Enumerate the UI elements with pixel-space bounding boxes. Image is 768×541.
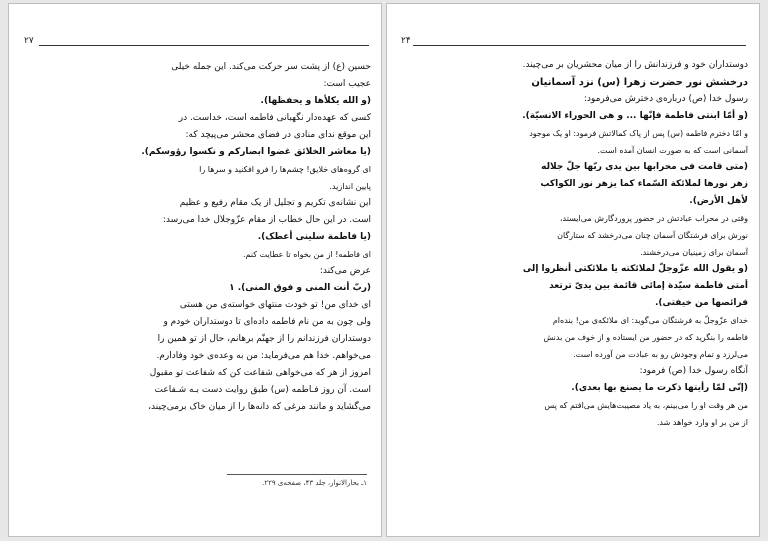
quote-line: (یا فاطمة سلینی أعطک). (257, 232, 371, 242)
text-line: رسول خدا (ص) درباره‌ی دخترش می‌فرمود: (583, 94, 748, 104)
left-header-rule (39, 45, 369, 46)
quote-line: (ربّ أنت المنی و فوق المنی). ۱ (229, 283, 371, 293)
translation-line: نورش برای فرشتگان آسمان چنان می‌درخشد که ستارگان (557, 231, 748, 240)
quote-line: لأهل الأرض). (689, 196, 748, 206)
text-line: حسین (ع) از پشت سر حرکت می‌کند. این جمله خیلی (171, 62, 371, 72)
text-line: عجیب است: (323, 79, 371, 89)
translation-line: من هر وقت او را می‌بینم، به یاد مصیبت‌هایش می‌افتم که پس (544, 401, 748, 410)
text-line: دوستداران فرزندانم را از جهنّم برهانم، حال از تو همین را (157, 334, 371, 344)
text-line: ای خدای من! تو خودت منتهای خواسته‌ی من هستی (179, 300, 371, 310)
text-line: می‌خواهم. خدا هم می‌فرماید: من به وعده‌ی خود وفادارم. (156, 351, 371, 361)
right-page-body (403, 57, 748, 431)
quote-line: فرائصها من خیفتی). (654, 298, 748, 308)
left-page-number: ۲۷ (24, 36, 34, 46)
translation-line: پایین اندازید. (329, 182, 371, 191)
text-line: می‌گشاید و مانند مرغی که دانه‌ها را از میان خاک برمی‌چیند، (148, 402, 371, 412)
footnote: ۱ـ بحارالانوار، جلد ۴۳، صفحه‌ی ۲۲۹. (262, 479, 367, 487)
text-line: امروز از هر که می‌خواهی شفاعت کن که شفاعت تو مقبول (149, 368, 371, 378)
quote-line: (و أمّا ابنتی فاطمة فإنّها ... و هی الحوراء الانسیّة). (522, 111, 748, 121)
translation-line: از من بر او وارد خواهد شد. (656, 418, 748, 427)
text-line: عرض می‌کند: (319, 266, 371, 276)
text-line: آنگاه رسول خدا (ص) فرمود: (639, 366, 748, 376)
text-line: کسی که عهده‌دار نگهبانی فاطمه است، خداست. در (178, 113, 371, 123)
translation-line: ای فاطمه! از من بخواه تا عطایت کنم. (242, 250, 371, 259)
quote-line: زهر نورها لملائکة السّماء کما یزهر نور الکواکب (540, 179, 748, 189)
right-page-number: ۲۴ (401, 36, 411, 46)
quote-line: (إنّی لمّا رأیتها ذکرت ما یصنع بها بعدی). (571, 383, 748, 393)
text-line: دوستداران خود و فرزندانش را از میان محشریان بر می‌چیند. (522, 60, 748, 70)
text-line: است. آن روز فـاطمه (س) طبق روایت دست بـه شـفاعت (154, 385, 371, 395)
translation-line: آسمانی است که به صورت انسان آمده است. (597, 146, 748, 155)
translation-line: و امّا دخترم فاطمه (س) پس از پاک کمالاتش فرمود: او یک موجود (529, 129, 748, 138)
right-header-rule (413, 45, 746, 46)
text-line: این نشانه‌ی تکریم و تجلیل از یک مقام رفیع و عظیم (179, 198, 371, 208)
translation-line: فاطمه را بنگرید که در حضور من ایستاده و از خوف من بدنش (543, 333, 748, 342)
left-page (8, 3, 382, 537)
right-page (386, 3, 760, 537)
left-page-body (29, 59, 371, 416)
translation-line: آسمان برای زمینیان می‌درخشند. (640, 248, 748, 257)
quote-line: (یا معاشر الخلائق غضوا ابصارکم و نکسوا رؤوسکم). (141, 147, 371, 157)
translation-line: خدای عزّوجلّ به فرشتگان می‌گوید: ای ملائکه‌ی من! بنده‌ام (552, 316, 748, 325)
quote-line: (و یقول الله عزّوجلّ لملائکته یا ملائکتی أنظروا إلی (522, 264, 748, 274)
translation-line: ای گروه‌های خلایق! چشم‌ها را فرو افکنید و سرها را (199, 165, 371, 174)
translation-line: می‌لرزد و تمام وجودش رو به عبادت من آورده است. (573, 350, 748, 359)
text-line: این موقع ندای منادی در فضای محشر می‌پیچد که: (185, 130, 371, 140)
quote-line: (متی قامت فی محرابها بین یدی ربّها جلّ جلاله (541, 162, 748, 172)
text-line: ولی چون به من نام فاطمه داده‌ای تا دوستداران خودم و (163, 317, 371, 327)
section-heading: درخشش نور حضرت زهرا (س) نزد آسمانیان (531, 77, 748, 88)
text-line: است. در این حال خطاب از مقام عزّوجلال خدا می‌رسد: (162, 215, 371, 225)
quote-line: أمتی فاطمة سیّدة إمائی قائمة بین یدیّ ترتعد (549, 281, 748, 291)
translation-line: وقتی در محراب عبادتش در حضور پروردگارش می‌ایستد، (559, 214, 748, 223)
quote-line: (و الله یکلأها و یحفظها). (260, 96, 371, 106)
footnote-rule (227, 474, 367, 475)
